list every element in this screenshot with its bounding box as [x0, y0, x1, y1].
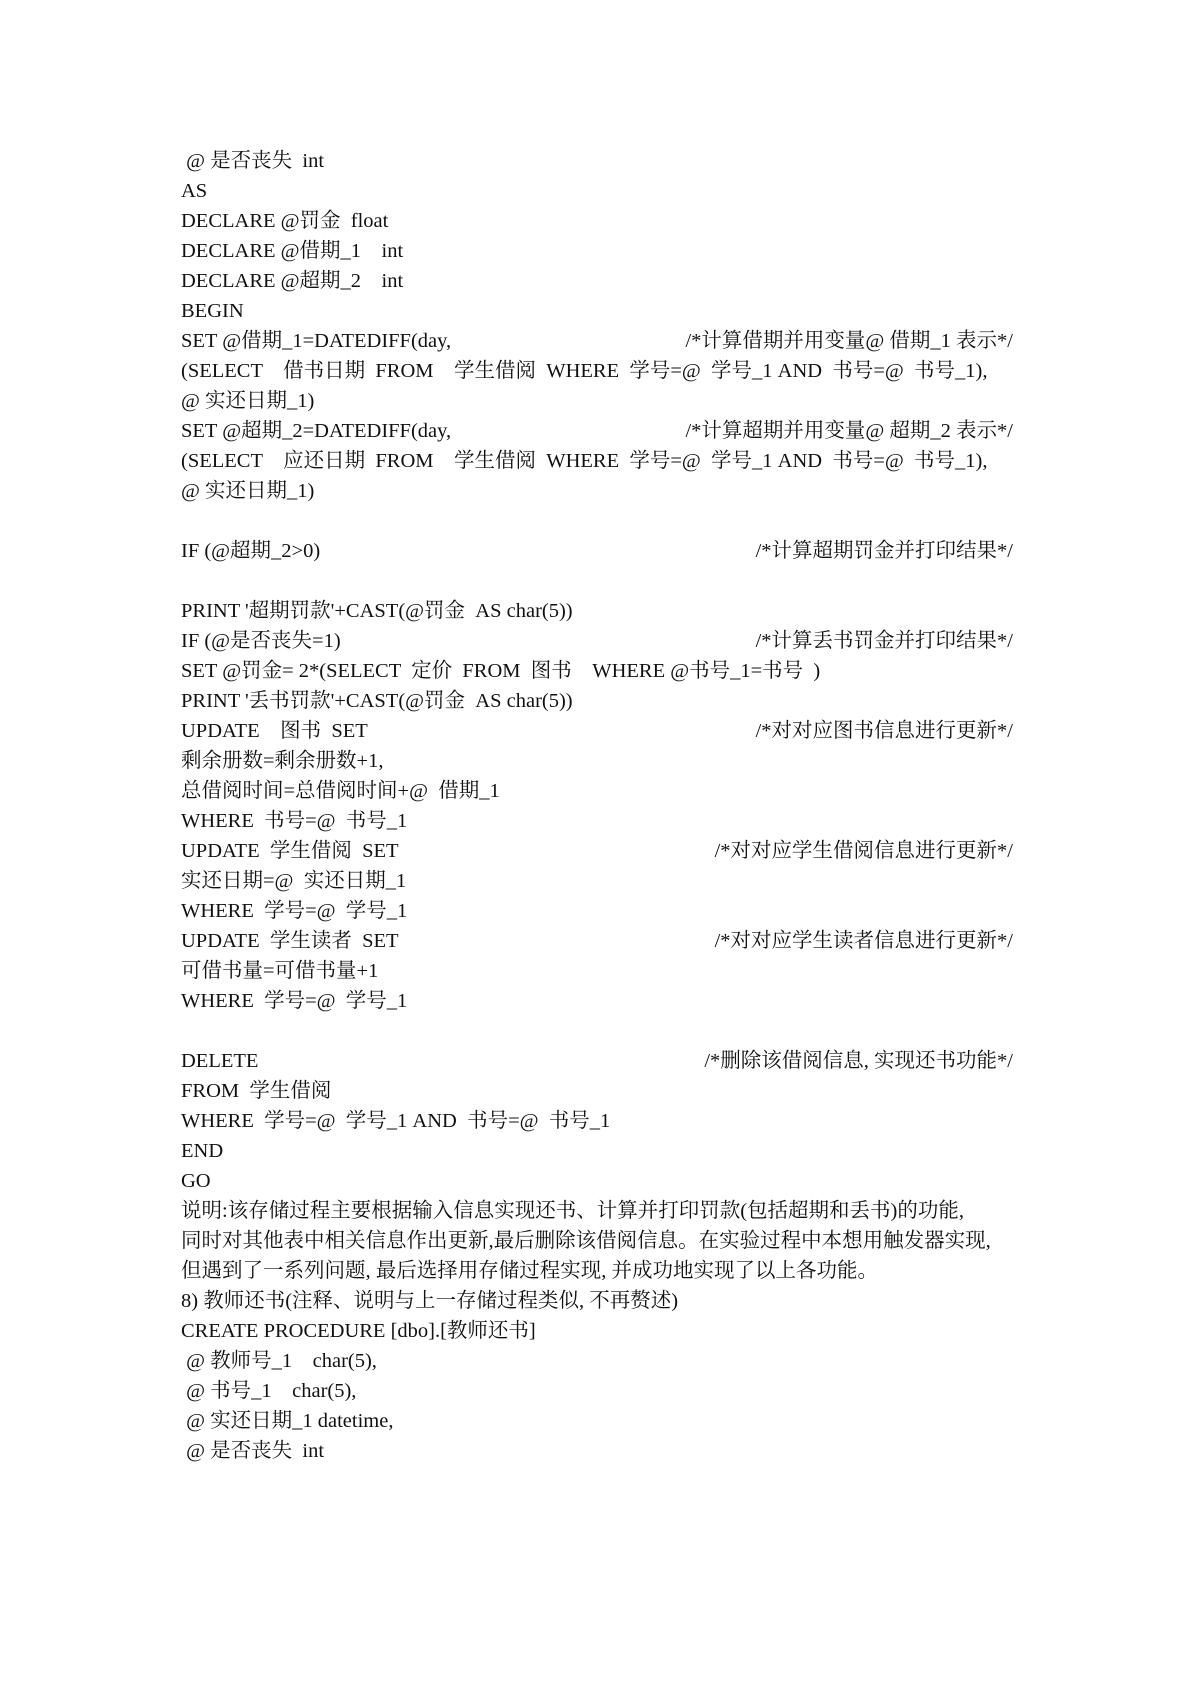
- code-line: [181, 1376, 1021, 1406]
- code-line: [181, 506, 1021, 536]
- code-line: [181, 866, 1021, 896]
- code-line: [181, 596, 1021, 626]
- code-line: [181, 686, 1021, 716]
- code-text: WHERE 学号=@ 学号_1: [181, 990, 408, 1012]
- code-text: DELETE: [181, 1050, 259, 1072]
- code-line: [181, 236, 1021, 266]
- code-line: [181, 1256, 1021, 1286]
- code-line: [181, 1346, 1021, 1376]
- code-line: [181, 1016, 1021, 1046]
- code-line: [181, 296, 1021, 326]
- code-line: [181, 566, 1021, 596]
- code-line: [181, 896, 1021, 926]
- code-line: [181, 986, 1021, 1016]
- code-comment: /*对对应学生借阅信息进行更新*/: [714, 840, 1013, 862]
- code-text: SET @罚金= 2*(SELECT 定价 FROM 图书 WHERE @书号_1=书号 ): [181, 660, 821, 682]
- code-text: PRINT '丢书罚款'+CAST(@罚金 AS char(5)): [181, 690, 573, 712]
- code-text: WHERE 学号=@ 学号_1: [181, 900, 408, 922]
- code-line: [181, 836, 1021, 866]
- code-text: SET @超期_2=DATEDIFF(day,: [181, 420, 452, 442]
- code-line: [181, 956, 1021, 986]
- code-text: END: [181, 1140, 224, 1162]
- code-text: PRINT '超期罚款'+CAST(@罚金 AS char(5)): [181, 600, 573, 622]
- code-text: @ 教师号_1 char(5),: [181, 1350, 377, 1372]
- code-text: 实还日期=@ 实还日期_1: [181, 870, 407, 892]
- code-comment: /*计算超期并用变量@ 超期_2 表示*/: [685, 420, 1013, 442]
- code-text: UPDATE 学生读者 SET: [181, 930, 399, 952]
- code-text: WHERE 学号=@ 学号_1 AND 书号=@ 书号_1: [181, 1110, 611, 1132]
- code-line: [181, 1316, 1021, 1346]
- code-line: [181, 476, 1021, 506]
- code-text: UPDATE 图书 SET: [181, 720, 368, 742]
- code-line: [181, 1106, 1021, 1136]
- code-comment: /*删除该借阅信息, 实现还书功能*/: [704, 1050, 1013, 1072]
- code-comment: /*计算超期罚金并打印结果*/: [755, 540, 1013, 562]
- code-text: @ 实还日期_1): [181, 390, 315, 412]
- code-text: @ 是否丧失 int: [181, 150, 325, 172]
- code-text: FROM 学生借阅: [181, 1080, 332, 1102]
- code-text: AS: [181, 180, 208, 202]
- code-line: [181, 536, 1021, 566]
- code-text: SET @借期_1=DATEDIFF(day,: [181, 330, 452, 352]
- code-line: [181, 1046, 1021, 1076]
- code-line: [181, 1286, 1021, 1316]
- code-text: DECLARE @超期_2 int: [181, 270, 404, 292]
- code-text: DECLARE @罚金 float: [181, 210, 389, 232]
- code-text: BEGIN: [181, 300, 244, 322]
- code-text: IF (@超期_2>0): [181, 540, 321, 562]
- code-text: @ 是否丧失 int: [181, 1440, 325, 1462]
- code-text: @ 实还日期_1 datetime,: [181, 1410, 394, 1432]
- code-text: WHERE 书号=@ 书号_1: [181, 810, 408, 832]
- code-line: [181, 326, 1021, 356]
- code-line: [181, 776, 1021, 806]
- code-comment: /*对对应图书信息进行更新*/: [755, 720, 1013, 742]
- code-line: [181, 206, 1021, 236]
- code-line: [181, 1076, 1021, 1106]
- code-line: [181, 1166, 1021, 1196]
- code-line: [181, 1436, 1021, 1466]
- code-line: [181, 446, 1021, 476]
- code-text: 但遇到了一系列问题, 最后选择用存储过程实现, 并成功地实现了以上各功能。: [181, 1260, 878, 1282]
- code-text: (SELECT 应还日期 FROM 学生借阅 WHERE 学号=@ 学号_1 AND 书号=@ 书号_1),: [181, 450, 988, 472]
- code-line: [181, 386, 1021, 416]
- code-line: [181, 656, 1021, 686]
- code-line: [181, 1226, 1021, 1256]
- code-line: [181, 716, 1021, 746]
- code-text: IF (@是否丧失=1): [181, 630, 341, 652]
- code-line: [181, 626, 1021, 656]
- code-text: 说明:该存储过程主要根据输入信息实现还书、计算并打印罚款(包括超期和丢书)的功能,: [181, 1200, 964, 1222]
- code-comment: /*计算丢书罚金并打印结果*/: [755, 630, 1013, 652]
- code-text: UPDATE 学生借阅 SET: [181, 840, 399, 862]
- code-text: 8) 教师还书(注释、说明与上一存储过程类似, 不再赘述): [181, 1290, 679, 1312]
- code-comment: /*对对应学生读者信息进行更新*/: [714, 930, 1013, 952]
- code-text: @ 实还日期_1): [181, 480, 315, 502]
- code-line: [181, 1406, 1021, 1436]
- code-text: @ 书号_1 char(5),: [181, 1380, 357, 1402]
- code-comment: /*计算借期并用变量@ 借期_1 表示*/: [685, 330, 1013, 352]
- code-line: [181, 806, 1021, 836]
- code-line: [181, 926, 1021, 956]
- code-line: [181, 266, 1021, 296]
- code-text: 总借阅时间=总借阅时间+@ 借期_1: [181, 780, 500, 802]
- code-line: [181, 1136, 1021, 1166]
- code-text: GO: [181, 1170, 211, 1192]
- code-text: 可借书量=可借书量+1: [181, 960, 379, 982]
- code-text: 剩余册数=剩余册数+1,: [181, 750, 384, 772]
- code-line: [181, 746, 1021, 776]
- code-line: [181, 1196, 1021, 1226]
- code-text: DECLARE @借期_1 int: [181, 240, 404, 262]
- code-line: [181, 146, 1021, 176]
- code-text: (SELECT 借书日期 FROM 学生借阅 WHERE 学号=@ 学号_1 AND 书号=@ 书号_1),: [181, 360, 988, 382]
- code-line: [181, 416, 1021, 446]
- code-text: 同时对其他表中相关信息作出更新,最后删除该借阅信息。在实验过程中本想用触发器实现,: [181, 1230, 991, 1252]
- code-text: CREATE PROCEDURE [dbo].[教师还书]: [181, 1320, 536, 1342]
- code-line: [181, 356, 1021, 386]
- code-line: [181, 176, 1021, 206]
